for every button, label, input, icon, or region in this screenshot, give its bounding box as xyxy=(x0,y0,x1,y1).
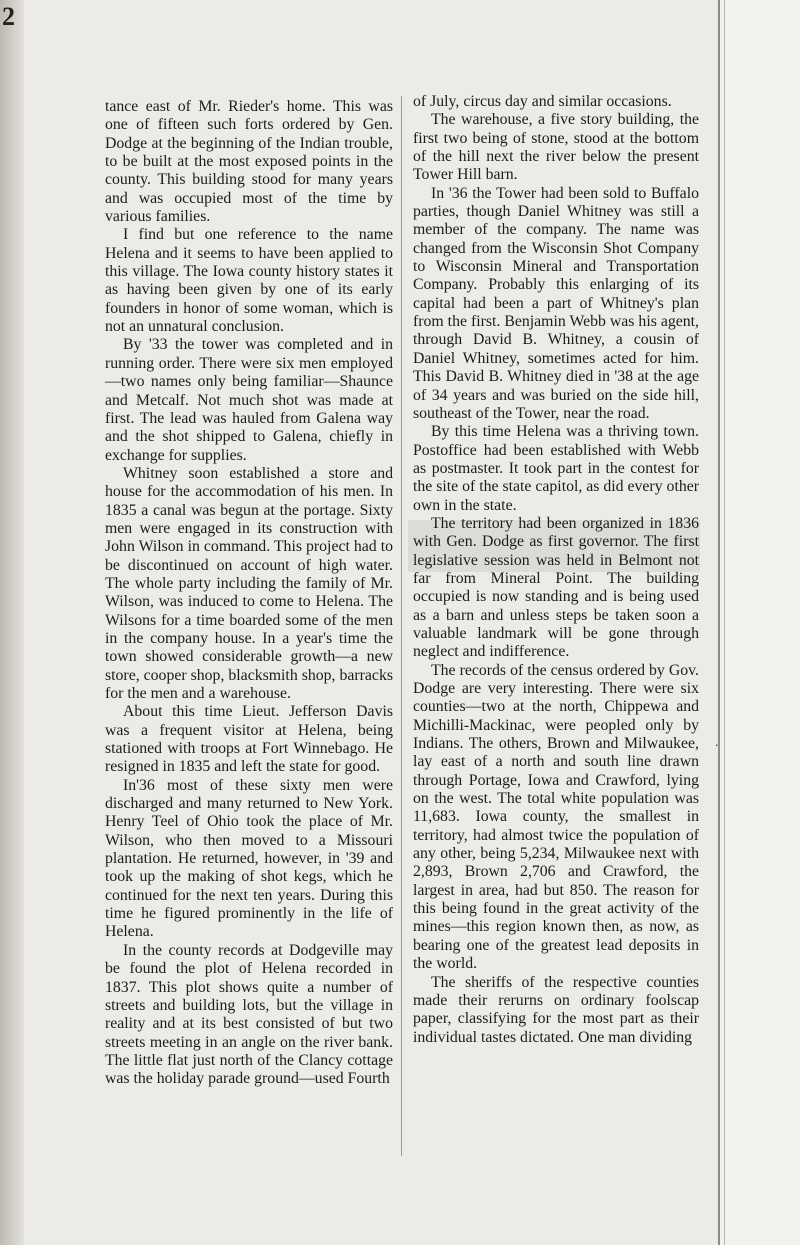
scan-edge-right xyxy=(718,0,800,1245)
margin-mark: . xyxy=(715,735,719,750)
paragraph: Whitney soon established a store and house for the accommodation of his men. In 1835 a canal was begun at the portage. Sixty men were engaged in its construction with John Wilson in command. This project had to be discontinued on account of high water. The whole party including the family of Mr. Wilson, was induced to come to Helena. The Wilsons for a time boarded some of the men in the company house. In a year's time the town showed considerable growth—a new store, cooper shop, blacksmith shop, barracks for the men and a warehouse. xyxy=(105,464,393,702)
paragraph: About this time Lieut. Jefferson Davis was a frequent visitor at Helena, being stationed with troops at Fort Winnebago. He resigned in 1835 and left the state for good. xyxy=(105,703,393,776)
paragraph: In '36 the Tower had been sold to Buffalo parties, though Daniel Whitney was still a member of the company. The name was changed from the Wisconsin Shot Company to Wisconsin Mineral and Transportation Company. Probably this enlarging of its capital had been a part of Whitney's plan from the first. Benjamin Webb was his agent, through David B. Whitney, a cousin of Daniel Whitney, sometimes acted for him. This David B. Whitney died in '38 at the age of 34 years and was buried on the side hill, southeast of the Tower, near the road. xyxy=(413,184,699,422)
right-column xyxy=(413,93,699,1173)
paragraph: By this time Helena was a thriving town. Postoffice had been established with Webb as postmaster. It took part in the contest for the site of the state capitol, as did every other own in the state. xyxy=(413,423,700,514)
paragraph: I find but one reference to the name Helena and it seems to have been applied to this village. The Iowa county history states it as having been given by one of its early founders in honor of some woman, which is not an unnatural conclusion. xyxy=(105,226,393,336)
paragraph: tance east of Mr. Rieder's home. This was one of fifteen such forts ordered by Gen. Dodge at the beginning of the Indian trouble, to be built at the most exposed points in the county. This building stood for many years and was occupied most of the time by various families. xyxy=(105,98,393,226)
paragraph: The sheriffs of the respective counties made their rerurns on ordinary foolscap paper, classifying for the most part as their individual tastes dictated. One man dividing xyxy=(413,973,699,1046)
paragraph: The records of the census ordered by Gov. Dodge are very interesting. There were six counties—two at the north, Chippewa and Michilli-Mackinac, were peopled only by Indians. The others, Brown and Milwaukee, lay east of a north and south line drawn through Portage, Iowa and Crawford, lying on the west. The total white population was 11,683. Iowa county, the smallest in territory, had almost twice the population of any other, being 5,234, Milwaukee next with 2,893, Brown 2,706 and Crawford, the largest in area, had but 850. The reason for this being found in the great activity of the mines—this region known then, as now, as bearing one of the greatest lead deposits in the world. xyxy=(413,661,699,973)
column-divider xyxy=(401,96,402,1156)
paragraph: The territory had been organized in 1836 with Gen. Dodge as first governor. The first legislative session was held in Belmont not far from Mineral Point. The building occupied is now standing and is being used as a barn and unless steps be taken soon a valuable landmark will be gone through neglect and indifference. xyxy=(413,514,699,661)
scan-edge-left xyxy=(0,0,24,1245)
left-column xyxy=(105,98,393,1158)
paragraph: of July, circus day and similar occasions. xyxy=(413,93,672,110)
paragraph: The warehouse, a five story building, the first two being of stone, stood at the bottom of the hill next the river below the present Tower Hill barn. xyxy=(413,111,699,184)
paragraph: By '33 the tower was completed and in running order. There were six men employed—two names only being familiar—Shaunce and Metcalf. Not much shot was made at first. The lead was hauled from Galena way and the shot shipped to Galena, chiefly in exchange for supplies. xyxy=(105,336,393,464)
paragraph: In'36 most of these sixty men were discharged and many returned to New York. Henry Teel of Ohio took the place of Mr. Wilson, who then moved to a Missouri plantation. He returned, however, in '39 and took up the making of shot kegs, which he continued for the next ten years. During this time he figured prominently in the life of Helena. xyxy=(105,776,393,941)
page-number: 2 xyxy=(2,2,15,31)
paragraph: In the county records at Dodgeville may be found the plot of Helena recorded in 1837. This plot shows quite a number of streets and building lots, but the village in reality and at its best consisted of but two streets meeting in an angle on the river bank. The little flat just north of the Clancy cottage was the holiday parade ground—used Fourth xyxy=(105,941,393,1088)
